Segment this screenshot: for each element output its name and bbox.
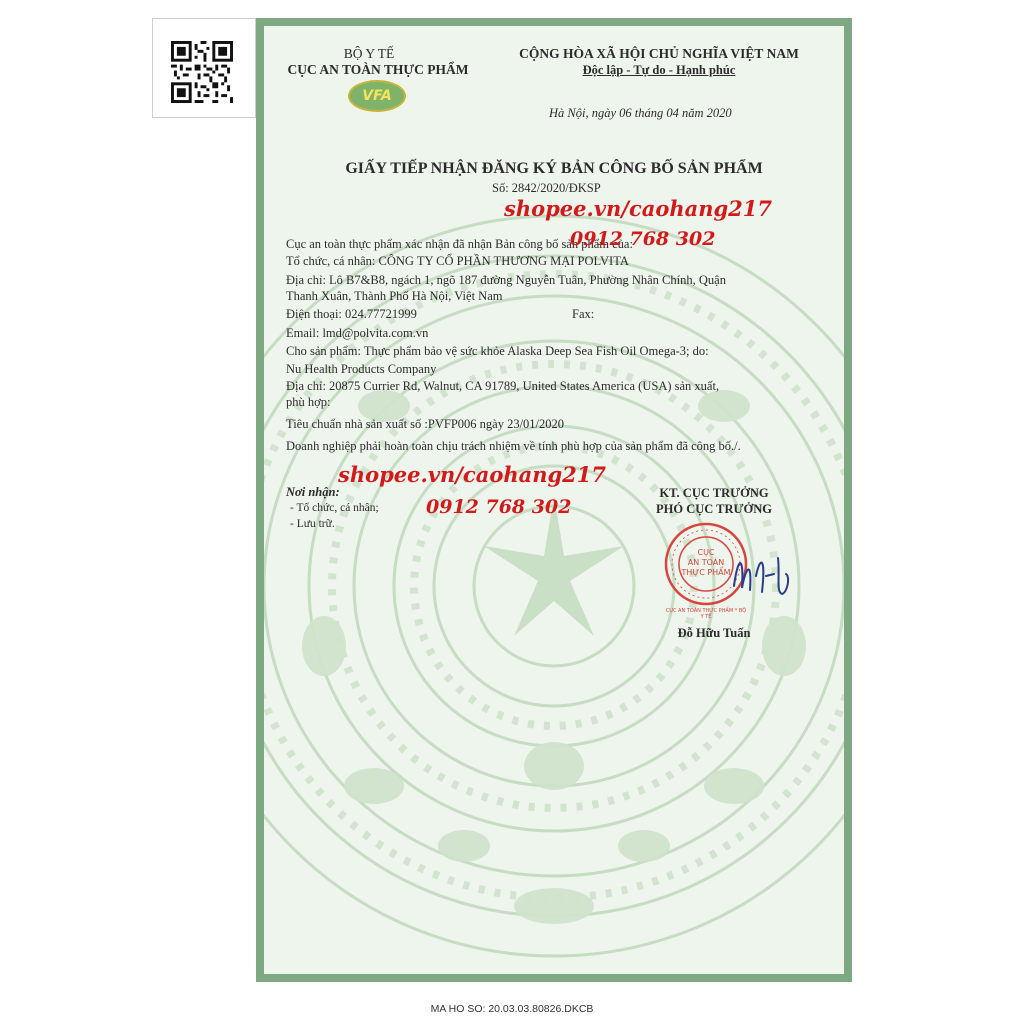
qr-code-box (152, 18, 256, 118)
dossier-code: MA HO SO: 20.03.03.80826.DKCB (430, 1003, 594, 1015)
recipients-title: Nơi nhận: (286, 485, 340, 499)
body-line-standard: Tiêu chuẩn nhà sản xuất số :PVFP006 ngày 23/01/2020 (286, 417, 565, 431)
shop-watermark-bottom: shopee.vn/caohang217 (338, 462, 607, 487)
body-line-email: Email: lmd@polvita.com.vn (286, 326, 429, 340)
signer-name: Đỗ Hữu Tuấn (677, 626, 751, 640)
vfa-logo (348, 80, 406, 112)
signer-role-1: KT. CỤC TRƯỞNG (659, 486, 769, 500)
place-date: Hà Nội, ngày 06 tháng 04 năm 2020 (549, 106, 732, 120)
national-motto: Độc lập - Tự do - Hạnh phúc (582, 63, 736, 77)
country-name: CỘNG HÒA XÃ HỘI CHỦ NGHĨA VIỆT NAM (519, 46, 799, 61)
stamp-ring-text: CỤC AN TOÀN THỰC PHẨM * BỘ Y TẾ (665, 608, 747, 620)
body-line-organization: Tổ chức, cá nhân: CÔNG TY CỔ PHẦN THƯƠNG MẠI POLVITA (286, 254, 629, 268)
recipient-item: - Tổ chức, cá nhân; (290, 502, 379, 514)
signer-role-2: PHÓ CỤC TRƯỞNG (656, 502, 772, 516)
agency-name: CỤC AN TOÀN THỰC PHẨM (287, 62, 469, 77)
vfa-logo-text: VFA (362, 88, 392, 104)
document-number: Số: 2842/2020/ĐKSP (492, 181, 601, 195)
stamp-line: AN TOÀN (687, 558, 725, 567)
document-frame (256, 18, 852, 982)
body-line-manufacturer-address: Địa chỉ: 20875 Currier Rd, Walnut, CA 91789, United States America (USA) sản xuất, (286, 379, 720, 393)
body-line-address-2: Thanh Xuân, Thành Phố Hà Nội, Việt Nam (286, 289, 503, 303)
body-line-conformity: phù hợp: (286, 395, 331, 409)
body-line-address-1: Địa chỉ: Lô B7&B8, ngách 1, ngõ 187 đường Nguyễn Tuân, Phường Nhân Chính, Quận (286, 273, 726, 287)
body-line-product: Cho sản phẩm: Thực phẩm bảo vệ sức khỏe Alaska Deep Sea Fish Oil Omega-3; do: (286, 344, 709, 358)
phone-watermark-bottom: 0912 768 302 (426, 496, 572, 518)
body-line-phone: Điện thoại: 024.77721999 (286, 307, 417, 321)
body-line-intro: Cục an toàn thực phẩm xác nhận đã nhận Bản công bố sản phẩm của: (286, 237, 633, 251)
body-line-responsibility: Doanh nghiệp phải hoàn toàn chịu trách nhiệm về tính phù hợp của sản phẩm đã công bố./. (286, 439, 741, 453)
ministry-name: BỘ Y TẾ (343, 46, 395, 61)
phone-watermark-top: 0912 768 302 (570, 228, 716, 250)
recipient-item: - Lưu trữ. (290, 518, 335, 530)
shop-watermark-top: shopee.vn/caohang217 (504, 196, 773, 221)
document-paper (264, 26, 844, 974)
qr-code-icon (171, 41, 233, 103)
handwritten-signature-icon (726, 546, 806, 606)
body-line-fax: Fax: (572, 307, 595, 321)
stamp-line: THỰC PHẨM (681, 568, 731, 577)
stamp-line: CỤC (697, 548, 715, 557)
body-line-manufacturer: Nu Health Products Company (286, 362, 437, 376)
document-title: GIẤY TIẾP NHẬN ĐĂNG KÝ BẢN CÔNG BỐ SẢN PHẨM (345, 160, 763, 177)
